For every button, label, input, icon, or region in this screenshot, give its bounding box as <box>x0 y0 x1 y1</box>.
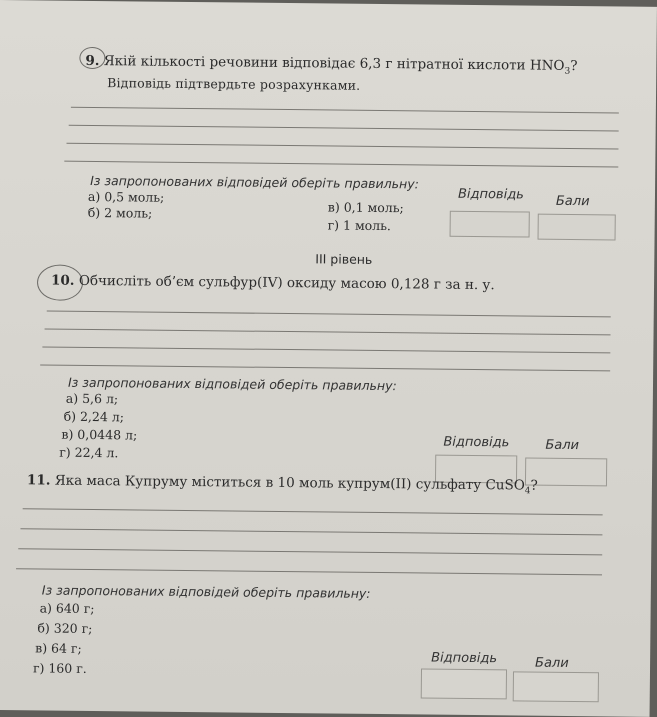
answer-line <box>64 161 618 168</box>
question-9-option-b: б) 2 моль; <box>87 204 153 221</box>
question-10-option-d: г) 22,4 л. <box>59 444 119 461</box>
question-10-number: 10. <box>50 272 75 289</box>
question-11-subscript: 4 <box>524 486 531 497</box>
question-11-answer-box[interactable] <box>421 668 507 699</box>
answer-line <box>40 364 610 371</box>
question-9-option-a: а) 0,5 моль; <box>87 188 165 205</box>
question-9-option-d: г) 1 моль. <box>327 217 392 234</box>
question-11-answer-label: Відповідь <box>431 650 498 667</box>
question-9-answer-box[interactable] <box>450 211 530 238</box>
question-11-option-b: б) 320 г; <box>37 620 93 637</box>
question-9-points-box[interactable] <box>538 214 616 241</box>
question-10-answer-label: Відповідь <box>443 434 510 451</box>
question-9-subscript: 3 <box>564 66 571 77</box>
answer-line <box>47 311 611 318</box>
answer-line <box>66 143 618 150</box>
question-11-text <box>27 472 538 496</box>
question-10-text <box>51 273 495 294</box>
question-9-text <box>85 53 577 77</box>
question-9-answer-label: Відповідь <box>457 186 524 203</box>
question-11-points-box[interactable] <box>513 671 599 702</box>
question-11-prompt: Із запропонованих відповідей оберіть правильну: <box>41 582 371 601</box>
question-10-body: Обчисліть об’єм сульфур(IV) оксиду масою 0,128 г за н. у. <box>78 272 495 294</box>
answer-line <box>23 508 603 515</box>
answer-line <box>69 125 619 132</box>
question-9-number: 9. <box>85 52 100 70</box>
question-11-tail: ? <box>530 477 538 494</box>
question-11-number: 11. <box>26 472 51 489</box>
question-10-points-label: Бали <box>545 437 580 454</box>
question-10-option-b: б) 2,24 л; <box>63 408 125 425</box>
question-9-body: Якій кількості речовини відповідає 6,3 г нітратної кислоти HNO <box>103 53 565 74</box>
question-11-option-d: г) 160 г. <box>32 660 87 676</box>
question-9-points-label: Бали <box>555 193 590 210</box>
question-10-option-a: а) 5,6 л; <box>65 390 119 407</box>
question-9-option-c: в) 0,1 моль; <box>327 199 404 216</box>
question-11-option-c: в) 64 г; <box>35 640 82 656</box>
question-9-prompt: Із запропонованих відповідей оберіть правильну: <box>90 172 419 192</box>
answer-line <box>18 548 602 555</box>
question-9-tail: ? <box>570 57 578 75</box>
question-11-body: Яка маса Купруму міститься в 10 моль купрум(II) сульфату CuSO <box>54 472 525 494</box>
answer-line <box>20 528 602 535</box>
question-9-line2: Відповідь підтвердьте розрахунками. <box>107 75 361 93</box>
answer-line <box>71 107 619 114</box>
question-11-points-label: Бали <box>535 655 569 671</box>
question-10-option-c: в) 0,0448 л; <box>61 426 138 443</box>
level-3-title: III рівень <box>315 251 373 267</box>
answer-line <box>45 328 611 335</box>
answer-line <box>42 346 610 353</box>
answer-line <box>16 568 602 575</box>
question-11-option-a: а) 640 г; <box>39 600 95 617</box>
question-10-prompt: Із запропонованих відповідей оберіть правильну: <box>67 374 397 394</box>
